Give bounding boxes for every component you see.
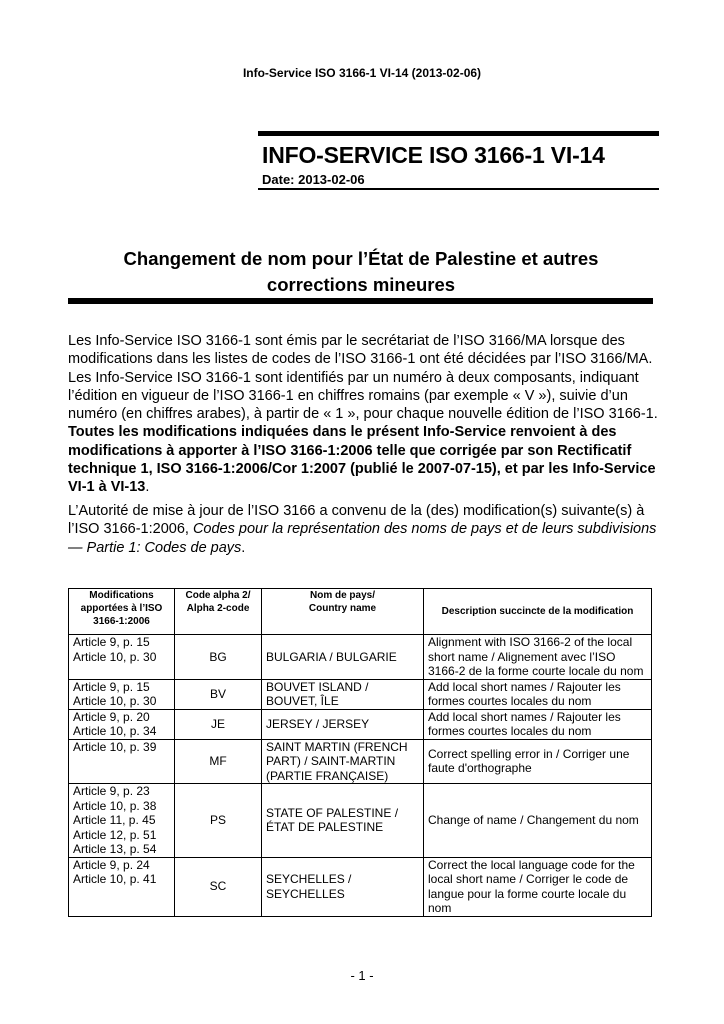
cell-description: Alignment with ISO 3166-2 of the local short name / Alignement avec l’ISO 3166-2 de la forme courte locale du nom	[424, 635, 652, 680]
authority-paragraph	[68, 502, 658, 557]
header-description: Description succincte de la modification	[424, 589, 652, 635]
table-header-row	[69, 589, 652, 635]
cell-name: BOUVET ISLAND / BOUVET, ÎLE	[262, 679, 424, 709]
cell-articles: Article 9, p. 15 Article 10, p. 30	[69, 679, 175, 709]
header-modifications: Modifications apportées à l’ISO 3166-1:2006	[69, 589, 175, 635]
header-code: Code alpha 2/ Alpha 2-code	[175, 589, 262, 635]
intro-text: Les Info-Service ISO 3166-1 sont émis par le secrétariat de l’ISO 3166/MA lorsque des modifications dans les listes de codes de l’ISO 3166-1 ont été décidées par l’ISO 3166/MA. Les Info-Service ISO 3166-1 sont identifiés par un numéro à deux composants, indiquant l’édition en vigueur de l’ISO 3166-1 en chiffres romains (par exemple « V »), suivie d’un numéro (en chiffres arabes), à partir de « 1 », pour chaque nouvelle édition de l’ISO 3166-1.	[68, 333, 658, 423]
running-header: Info-Service ISO 3166-1 VI-14 (2013-02-06)	[242, 66, 482, 80]
standard-title: Codes pour la représentation des noms de pays et de leurs subdivisions — Partie 1: Codes de pays	[68, 521, 657, 556]
cell-articles: Article 9, p. 23 Article 10, p. 38 Article 11, p. 45 Article 12, p. 51 Article 13, p. 54	[69, 784, 175, 858]
cell-description: Correct spelling error in / Corriger une faute d'orthographe	[424, 739, 652, 784]
header-name: Nom de pays/ Country name	[262, 589, 424, 635]
cell-description: Change of name / Changement du nom	[424, 784, 652, 858]
cell-articles: Article 9, p. 24 Article 10, p. 41	[69, 857, 175, 916]
title-top-rule	[258, 131, 659, 136]
table-row	[69, 857, 652, 916]
cell-code: BG	[175, 635, 262, 680]
document-title: INFO-SERVICE ISO 3166-1 VI-14	[262, 142, 605, 168]
cell-name: JERSEY / JERSEY	[262, 709, 424, 739]
cell-code: MF	[175, 739, 262, 784]
table-row	[69, 635, 652, 680]
changes-table	[68, 588, 652, 917]
authority-end: .	[241, 539, 246, 556]
document-date: Date: 2013-02-06	[262, 172, 365, 187]
cell-name: SAINT MARTIN (FRENCH PART) / SAINT-MARTIN (PARTIE FRANÇAISE)	[262, 739, 424, 784]
cell-description: Add local short names / Rajouter les formes courtes locales du nom	[424, 709, 652, 739]
table-row	[69, 739, 652, 784]
subject-rule	[68, 298, 653, 304]
cell-name: STATE OF PALESTINE / ÉTAT DE PALESTINE	[262, 784, 424, 858]
cell-articles: Article 9, p. 15 Article 10, p. 30	[69, 635, 175, 680]
table-row	[69, 679, 652, 709]
cell-description: Add local short names / Rajouter les formes courtes locales du nom	[424, 679, 652, 709]
cell-articles: Article 9, p. 20 Article 10, p. 34	[69, 709, 175, 739]
cell-code: SC	[175, 857, 262, 916]
intro-paragraph	[68, 332, 658, 497]
cell-code: JE	[175, 709, 262, 739]
table-row	[69, 709, 652, 739]
cell-code: PS	[175, 784, 262, 858]
subject-line-2: corrections mineures	[266, 274, 456, 295]
title-bottom-rule	[258, 188, 659, 190]
subject-line-1: Changement de nom pour l’État de Palestine et autres	[123, 248, 599, 269]
intro-end: .	[145, 479, 150, 496]
cell-articles: Article 10, p. 39	[69, 739, 175, 784]
cell-name: SEYCHELLES / SEYCHELLES	[262, 857, 424, 916]
page-number: - 1 -	[350, 968, 374, 983]
cell-description: Correct the local language code for the local short name / Corriger le code de langue pour la forme courte locale du nom	[424, 857, 652, 916]
cell-name: BULGARIA / BULGARIE	[262, 635, 424, 680]
cell-code: BV	[175, 679, 262, 709]
subject-heading	[68, 246, 654, 298]
authority-text: L’Autorité de mise à jour de l’ISO 3166 a convenu de la (des) modification(s) suivante(s) à l’ISO 3166-1:2006,	[68, 503, 645, 538]
intro-bold-text: Toutes les modifications indiquées dans le présent Info-Service renvoient à des modifications à apporter à l’ISO 3166-1:2006 telle que corrigée par son Rectificatif technique 1, ISO 3166-1:2006/Cor 1:2007 (publié le 2007-07-15), et par les Info-Service VI-1 à VI-13	[68, 424, 656, 496]
table-row	[69, 784, 652, 858]
